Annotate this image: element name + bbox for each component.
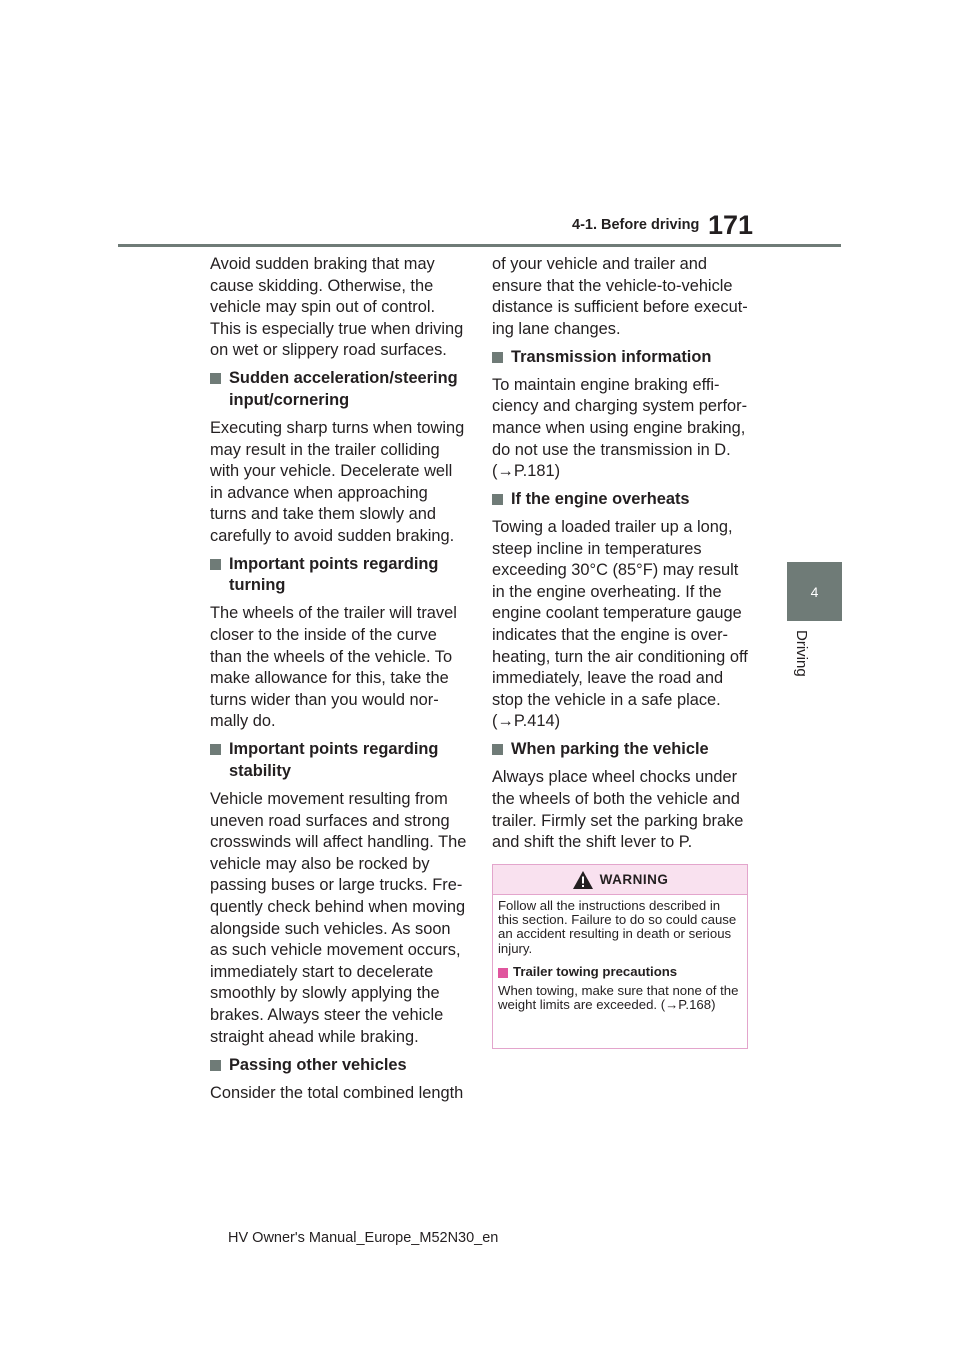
square-bullet-icon [210, 559, 221, 570]
section-body: Consider the total combined length [210, 1083, 464, 1102]
square-bullet-icon [492, 494, 503, 505]
warning-heading-text: Trailer towing precautions [513, 963, 678, 979]
section-heading-text: Important points regarding turning [229, 554, 439, 595]
section-body: The wheels of the trailer will travel closer to the inside of the curve than the wheels of the vehicle. To make allowance for this, take the turns wider than you would nor-mally do. [210, 604, 457, 731]
section-heading [492, 347, 750, 369]
right-intro: of your vehicle and trailer and ensure that the vehicle-to-vehicle distance is sufficient before execut-ing lane changes. [492, 255, 748, 338]
section-heading-text: Transmission information [511, 347, 712, 366]
section-heading-text: Sudden acceleration/steering input/cornering [229, 369, 458, 409]
left-column [210, 254, 468, 1110]
warning-header [493, 865, 747, 895]
header-rule [118, 244, 841, 247]
square-bullet-icon [210, 744, 221, 755]
left-intro: Avoid sudden braking that may cause skidding. Otherwise, the vehicle may spin out of control. This is especially true when driving on wet or slippery road surfaces. [210, 255, 464, 360]
square-bullet-icon [210, 1060, 221, 1071]
section-body: To maintain engine braking effi-ciency and charging system perfor-mance when using engine braking, do not use the transmission in D. (→P.181) [492, 375, 748, 481]
warning-triangle-icon [572, 870, 594, 890]
section-heading-text: If the engine overheats [511, 490, 690, 509]
warning-body [493, 895, 747, 1012]
section-body: Towing a loaded trailer up a long, steep incline in temperatures exceeding 30°C (85°F) may result in the engine overheating. If the engine coolant temperature gauge indicates that the engine is over-heating, turn the air conditioning off immediately, leave the road and stop the vehicle in a safe place. (→P.414) [492, 518, 748, 731]
section-heading-text: When parking the vehicle [511, 740, 709, 759]
section-heading [210, 739, 468, 782]
warning-text: When towing, make sure that none of the weight limits are exceeded. (→P.168) [498, 983, 739, 1013]
warning-intro: Follow all the instructions described in this section. Failure to do so could cause an accident resulting in death or serious injury. [498, 898, 737, 956]
chapter-number: 4 [810, 583, 819, 600]
section-body: Executing sharp turns when towing may result in the trailer colliding with your vehicle. Decelerate well in advance when approaching turns and take them slowly and carefully to avoid sudden braking. [210, 418, 465, 545]
square-bullet-icon [492, 352, 503, 363]
section-heading [210, 1055, 468, 1077]
section-heading [492, 739, 750, 761]
warning-box [492, 864, 748, 1049]
page-number: 171 [708, 210, 754, 240]
chapter-tab [787, 562, 842, 621]
chapter-title: Driving [793, 630, 810, 677]
section-label: 4-1. Before driving [572, 217, 700, 233]
warning-heading [498, 965, 739, 979]
section-heading [210, 368, 468, 411]
square-bullet-icon [210, 373, 221, 384]
warning-title: WARNING [599, 872, 669, 887]
section-heading [492, 489, 750, 511]
section-body: Vehicle movement resulting from uneven road surfaces and strong crosswinds will affect handling. The vehicle may also be rocked by passing buses or large trucks. Fre-quently check behind when moving alongside such vehicles. As soon as such vehicle movement occurs, immediately start to decelerate smoothly by slowly applying the brakes. Always steer the vehicle straight ahead while braking. [210, 790, 467, 1046]
section-heading-text: Important points regarding stability [229, 740, 439, 781]
section-heading-text: Passing other vehicles [229, 1055, 407, 1074]
section-body: Always place wheel chocks under the wheels of both the vehicle and trailer. Firmly set the parking brake and shift the shift lever to P. [492, 768, 744, 852]
square-bullet-icon [498, 968, 508, 978]
right-column [492, 254, 750, 860]
square-bullet-icon [492, 744, 503, 755]
footer-text: HV Owner's Manual_Europe_M52N30_en [228, 1230, 499, 1246]
section-heading [210, 554, 468, 597]
